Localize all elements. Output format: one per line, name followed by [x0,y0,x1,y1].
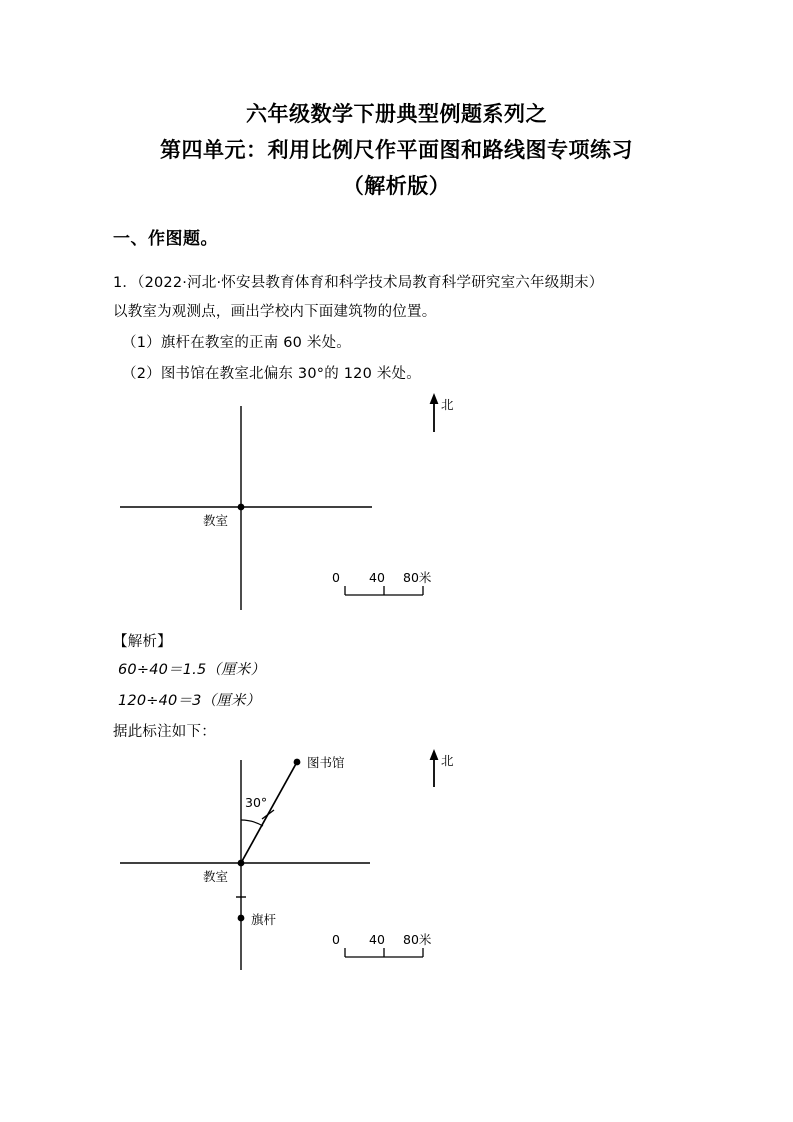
question-source-line: 1．（2022·河北·怀安县教育体育和科学技术局教育科学研究室六年级期末） [113,275,604,291]
title-line-3: （解析版） [342,174,451,198]
north-arrow-icon [430,393,439,432]
scale-tick-0: 0 [332,570,340,585]
north-label: 北 [441,397,454,412]
scale-tick-40: 40 [369,932,385,947]
flagpole-point [238,915,245,922]
question-stem: 以教室为观测点，画出学校内下面建筑物的位置。 [113,304,437,320]
analysis-note: 据此标注如下： [113,724,216,740]
north-label: 北 [441,753,454,768]
north-arrow-icon [430,749,439,787]
title-line-2: 第四单元：利用比例尺作平面图和路线图专项练习 [160,138,633,162]
origin-point [238,504,245,511]
library-ray [241,762,297,863]
angle-label: 30° [245,795,268,810]
scale-tick-80: 80米 [403,932,432,947]
document-title [0,96,793,204]
section-heading: 一、作图题。 [113,229,218,249]
solved-coordinate-diagram [0,745,793,985]
origin-label: 教室 [203,869,229,884]
blank-coordinate-diagram [0,390,793,625]
scale-tick-80: 80米 [403,570,432,585]
scale-tick-40: 40 [369,570,385,585]
scale-bar [345,948,423,957]
library-ray-tick [262,810,274,819]
question-item-2: （2）图书馆在教室北偏东 30°的 120 米处。 [122,366,421,382]
flagpole-label: 旗杆 [251,912,277,927]
scale-bar [345,586,423,595]
library-label: 图书馆 [307,755,345,770]
library-point [294,759,301,766]
title-line-1: 六年级数学下册典型例题系列之 [246,102,547,126]
origin-label: 教室 [203,513,229,528]
analysis-step-2: 120÷40＝3（厘米） [118,693,261,709]
analysis-label: 【解析】 [113,634,172,650]
question-item-1: （1）旗杆在教室的正南 60 米处。 [122,335,351,351]
scale-tick-0: 0 [332,932,340,947]
analysis-step-1: 60÷40＝1.5（厘米） [118,662,266,678]
angle-arc [241,820,263,826]
